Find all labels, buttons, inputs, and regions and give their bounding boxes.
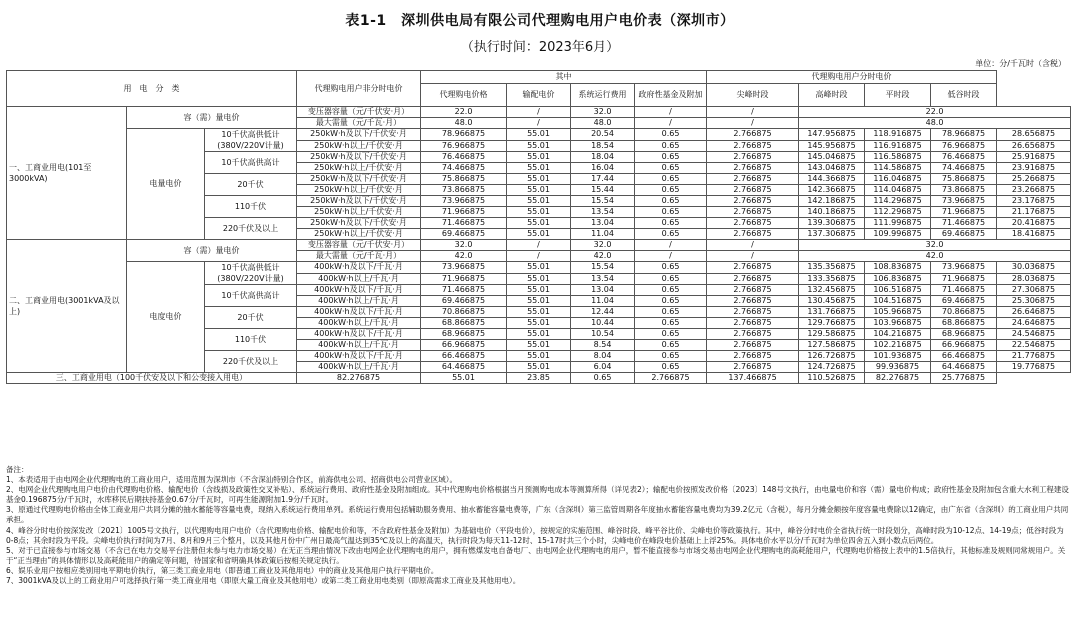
cell-total: 71.966875 xyxy=(421,207,507,218)
cell-total: 78.966875 xyxy=(421,129,507,141)
cell-trans: 15.54 xyxy=(571,196,635,207)
cell-purchase: 55.01 xyxy=(507,262,571,274)
cell-t1: 135.356875 xyxy=(799,262,865,274)
cell-total: 76.966875 xyxy=(421,140,507,152)
header-component: 系统运行费用 xyxy=(571,84,635,107)
cell-t2: 118.916875 xyxy=(865,129,931,141)
cell-sys: 0.65 xyxy=(635,163,707,174)
cell-t4: 24.546875 xyxy=(997,329,1071,340)
cell-sys: 0.65 xyxy=(635,307,707,318)
header-tou: 低谷时段 xyxy=(931,84,997,107)
cell-tou: 48.0 xyxy=(799,118,1071,129)
section-label: 一、工商业用电(101至3000kVA) xyxy=(7,107,127,240)
capacity-desc: 最大需量（元/千瓦·月） xyxy=(297,251,421,262)
cell-fund: 2.766875 xyxy=(707,174,799,185)
cell-tou: 22.0 xyxy=(799,107,1071,118)
cell-t4: 21.776875 xyxy=(997,351,1071,362)
cell-t2: 114.046875 xyxy=(865,185,931,196)
cell-t2: 114.296875 xyxy=(865,196,931,207)
cell-sys: 0.65 xyxy=(635,207,707,218)
cell-t3: 64.466875 xyxy=(931,362,997,373)
cell-t1: 124.726875 xyxy=(799,362,865,373)
header-tou: 平时段 xyxy=(865,84,931,107)
cell-fund: 2.766875 xyxy=(707,152,799,163)
cell-trans: 13.54 xyxy=(571,273,635,285)
cell-t2: 104.516875 xyxy=(865,296,931,307)
cell-t2: 111.996875 xyxy=(865,218,931,229)
header-component: 政府性基金及附加 xyxy=(635,84,707,107)
cell-total: 82.276875 xyxy=(297,373,421,384)
notes-heading: 备注： xyxy=(6,465,29,474)
cell-sys: 0.65 xyxy=(635,140,707,152)
header-row xyxy=(7,71,1071,84)
tier-desc: 400kW·h及以下/千瓦·月 xyxy=(297,262,421,274)
cell-fund: 2.766875 xyxy=(707,140,799,152)
tier-desc: 250kW·h以上/千伏安·月 xyxy=(297,185,421,196)
note-item: 6、娱乐业用户按相应类别用电平期电价执行，第三类工商业用电（即普通工商业及其他用电）中的商业及其他用户执行平期电价。 xyxy=(6,565,439,575)
cell-purchase: 55.01 xyxy=(507,129,571,141)
cell-total: 69.466875 xyxy=(421,229,507,240)
cell-purchase: 55.01 xyxy=(507,174,571,185)
cell-t3: 76.966875 xyxy=(931,140,997,152)
cell-t1: 137.306875 xyxy=(799,229,865,240)
header-tou: 尖峰时段 xyxy=(707,84,799,107)
cell-t4: 22.546875 xyxy=(997,340,1071,351)
cell-t1: 142.186875 xyxy=(799,196,865,207)
note-item: 7、3001kVA及以上的工商业用户可选择执行第一类工商业用电（即原大量工商业及其他用电）或第二类工商业用电类别（即原高需求工商业及其他用电）。 xyxy=(6,576,521,586)
header-group-tou: 代理购电用户分时电价 xyxy=(707,71,997,84)
cell-fund: / xyxy=(707,118,799,129)
cell-t2: 112.296875 xyxy=(865,207,931,218)
cell-purchase: 55.01 xyxy=(421,373,507,384)
cell-trans: 15.54 xyxy=(571,262,635,274)
voltage-level: 10千伏高供低计(380V/220V计量) xyxy=(205,262,297,285)
cell-t3: 66.466875 xyxy=(931,351,997,362)
cell-t4: 28.036875 xyxy=(997,273,1071,285)
cell-t2: 102.216875 xyxy=(865,340,931,351)
cell-purchase: / xyxy=(507,107,571,118)
cell-t3: 71.466875 xyxy=(931,285,997,296)
cell-trans: 42.0 xyxy=(571,251,635,262)
cell-t1: 133.356875 xyxy=(799,273,865,285)
cell-total: 64.466875 xyxy=(421,362,507,373)
cell-total: 69.466875 xyxy=(421,296,507,307)
cell-t1: 140.186875 xyxy=(799,207,865,218)
cell-total: 71.966875 xyxy=(421,273,507,285)
cell-trans: 12.44 xyxy=(571,307,635,318)
cell-fund: 2.766875 xyxy=(707,362,799,373)
cell-sys: 0.65 xyxy=(635,340,707,351)
document-subtitle: （执行时间：2023年6月） xyxy=(460,40,620,55)
cell-t1: 126.726875 xyxy=(799,351,865,362)
header-total: 代理购电用户非分时电价 xyxy=(297,71,421,107)
cell-trans: 18.54 xyxy=(571,140,635,152)
cell-t4: 30.036875 xyxy=(997,262,1071,274)
cell-purchase: 55.01 xyxy=(507,362,571,373)
cell-trans: 13.04 xyxy=(571,218,635,229)
cell-sys: 0.65 xyxy=(571,373,635,384)
cell-t2: 116.916875 xyxy=(865,140,931,152)
cell-t3: 70.866875 xyxy=(931,307,997,318)
cell-sys: 0.65 xyxy=(635,196,707,207)
cell-t4: 25.776875 xyxy=(931,373,997,384)
header-component: 输配电价 xyxy=(507,84,571,107)
voltage-level: 220千伏及以上 xyxy=(205,351,297,373)
cell-sys: 0.65 xyxy=(635,351,707,362)
cell-t1: 142.366875 xyxy=(799,185,865,196)
tier-desc: 250kW·h及以下/千伏安·月 xyxy=(297,218,421,229)
cell-trans: 8.04 xyxy=(571,351,635,362)
cell-sys: 0.65 xyxy=(635,285,707,296)
cell-fund: 2.766875 xyxy=(635,373,707,384)
note-item: 5、对于已直接参与市场交易（不含已在电力交易平台注册但未参与电力市场交易）在无正当理由情况下改由电网企业代理购电的用户，拥有燃煤发电自备电厂、由电网企业代理购电的用户，暂不能直接参与市场交易由电网企业代理购电的高耗能用户，代理购电价格按上表中的1.5倍执行，其他标准及规则同常规用户。关于“正当理由”的具体情形以及高耗能用户的确定等问题，待国家和省明确具体政策后按相关规定执行。 xyxy=(6,545,1066,565)
section-label: 三、工商业用电（100千伏安及以下和公变接入用电） xyxy=(7,373,297,384)
cell-total: 74.466875 xyxy=(421,163,507,174)
cell-fund: 2.766875 xyxy=(707,129,799,141)
cell-tou: 32.0 xyxy=(799,240,1071,251)
cell-sys: 0.65 xyxy=(635,262,707,274)
cell-trans: 8.54 xyxy=(571,340,635,351)
cell-trans: 16.04 xyxy=(571,163,635,174)
cell-t3: 71.466875 xyxy=(931,218,997,229)
cell-sys: 0.65 xyxy=(635,229,707,240)
voltage-level: 10千伏高供高计 xyxy=(205,152,297,174)
cell-t3: 69.466875 xyxy=(931,229,997,240)
tier-desc: 250kW·h及以下/千伏安·月 xyxy=(297,129,421,141)
tier-desc: 400kW·h及以下/千瓦·月 xyxy=(297,307,421,318)
cell-t4: 25.306875 xyxy=(997,296,1071,307)
cell-trans: 11.04 xyxy=(571,296,635,307)
cell-t1: 130.456875 xyxy=(799,296,865,307)
table-row xyxy=(7,262,1071,274)
capacity-desc: 变压器容量（元/千伏安·月） xyxy=(297,107,421,118)
tier-desc: 250kW·h以上/千伏安·月 xyxy=(297,140,421,152)
cell-t1: 145.956875 xyxy=(799,140,865,152)
cell-purchase: 55.01 xyxy=(507,307,571,318)
notes-section xyxy=(6,465,1070,586)
cell-t2: 101.936875 xyxy=(865,351,931,362)
cell-sys: 0.65 xyxy=(635,185,707,196)
cell-purchase: 55.01 xyxy=(507,318,571,329)
cell-fund: 2.766875 xyxy=(707,207,799,218)
cell-sys: 0.65 xyxy=(635,152,707,163)
cell-t4: 19.776875 xyxy=(997,362,1071,373)
cell-total: 68.866875 xyxy=(421,318,507,329)
cell-total: 76.466875 xyxy=(421,152,507,163)
cell-t2: 99.936875 xyxy=(865,362,931,373)
cell-t2: 108.836875 xyxy=(865,262,931,274)
header-component: 代理购电价格 xyxy=(421,84,507,107)
cell-total: 71.466875 xyxy=(421,285,507,296)
cell-t2: 105.966875 xyxy=(865,307,931,318)
capacity-desc: 最大需量（元/千瓦·月） xyxy=(297,118,421,129)
cell-purchase: 55.01 xyxy=(507,207,571,218)
cell-trans: 10.54 xyxy=(571,329,635,340)
cell-sys: 0.65 xyxy=(635,218,707,229)
tier-desc: 400kW·h以上/千瓦·月 xyxy=(297,318,421,329)
cell-purchase: 55.01 xyxy=(507,351,571,362)
cell-total: 66.466875 xyxy=(421,351,507,362)
cell-t2: 109.996875 xyxy=(865,229,931,240)
cell-sys: 0.65 xyxy=(635,296,707,307)
cell-fund: 2.766875 xyxy=(707,163,799,174)
cell-purchase: 55.01 xyxy=(507,273,571,285)
cell-fund: 2.766875 xyxy=(707,273,799,285)
cell-fund: 2.766875 xyxy=(707,196,799,207)
cell-trans: 13.54 xyxy=(571,207,635,218)
cell-trans: 10.44 xyxy=(571,318,635,329)
cell-purchase: 55.01 xyxy=(507,185,571,196)
cell-t3: 82.276875 xyxy=(865,373,931,384)
cell-trans: 20.54 xyxy=(571,129,635,141)
cell-t4: 28.656875 xyxy=(997,129,1071,141)
cell-total: 68.966875 xyxy=(421,329,507,340)
document-title: 表1-1 深圳供电局有限公司代理购电用户电价表（深圳市） xyxy=(345,13,735,29)
cell-purchase: 55.01 xyxy=(507,140,571,152)
cell-fund: 2.766875 xyxy=(707,318,799,329)
cell-trans: 32.0 xyxy=(571,240,635,251)
tier-desc: 250kW·h及以下/千伏安·月 xyxy=(297,196,421,207)
section-label: 二、工商业用电(3001kVA及以上) xyxy=(7,240,127,373)
cell-total: 73.966875 xyxy=(421,262,507,274)
cell-t1: 147.956875 xyxy=(799,129,865,141)
cell-trans: 11.04 xyxy=(571,229,635,240)
table-row xyxy=(7,373,1071,384)
cell-sys: / xyxy=(635,240,707,251)
tier-desc: 400kW·h及以下/千瓦·月 xyxy=(297,329,421,340)
cell-fund: / xyxy=(707,107,799,118)
cell-t3: 73.966875 xyxy=(931,196,997,207)
cell-t2: 106.516875 xyxy=(865,285,931,296)
cell-t3: 71.966875 xyxy=(931,207,997,218)
cell-t4: 23.266875 xyxy=(997,185,1071,196)
cell-fund: 2.766875 xyxy=(707,307,799,318)
cell-trans: 13.04 xyxy=(571,285,635,296)
tier-desc: 250kW·h及以下/千伏安·月 xyxy=(297,152,421,163)
cell-total: 66.966875 xyxy=(421,340,507,351)
cell-t1: 144.366875 xyxy=(799,174,865,185)
cell-fund: / xyxy=(707,251,799,262)
cell-fund: 2.766875 xyxy=(707,296,799,307)
tier-desc: 250kW·h以上/千伏安·月 xyxy=(297,207,421,218)
cell-trans: 23.85 xyxy=(507,373,571,384)
cell-fund: 2.766875 xyxy=(707,285,799,296)
cell-fund: 2.766875 xyxy=(707,262,799,274)
cell-total: 32.0 xyxy=(421,240,507,251)
tier-desc: 250kW·h以上/千伏安·月 xyxy=(297,229,421,240)
cell-fund: 2.766875 xyxy=(707,229,799,240)
cell-t1: 139.306875 xyxy=(799,218,865,229)
voltage-level: 20千伏 xyxy=(205,307,297,329)
cell-t2: 104.216875 xyxy=(865,329,931,340)
capacity-label: 容（需）量电价 xyxy=(127,107,297,129)
cell-t4: 25.266875 xyxy=(997,174,1071,185)
cell-sys: 0.65 xyxy=(635,362,707,373)
cell-t3: 75.866875 xyxy=(931,174,997,185)
cell-t1: 132.456875 xyxy=(799,285,865,296)
voltage-level: 110千伏 xyxy=(205,196,297,218)
note-item: 2、电网企业代理购电用户电价由代理购电价格、输配电价（含线损及政策性交叉补贴）、系统运行费用、政府性基金及附加组成。其中代理购电价格根据当月预测购电成本等测算所得（详见表2）；输配电价按照发改价格〔2023〕148号文执行，由电量电价和容（需）量电价构成；政府性基金及附加包含重大水利工程建设基金0.196875分/千瓦时，水库移民后期扶持基金0.67分/千瓦时，可再生能源附加1.9分/千瓦时。 xyxy=(6,485,1069,505)
cell-t4: 26.646875 xyxy=(997,307,1071,318)
cell-purchase: / xyxy=(507,118,571,129)
cell-t2: 116.046875 xyxy=(865,174,931,185)
cell-t1: 143.046875 xyxy=(799,163,865,174)
cell-purchase: 55.01 xyxy=(507,196,571,207)
cell-t1: 137.466875 xyxy=(707,373,799,384)
tier-desc: 400kW·h以上/千瓦·月 xyxy=(297,296,421,307)
cell-purchase: 55.01 xyxy=(507,218,571,229)
cell-sys: / xyxy=(635,107,707,118)
cell-sys: 0.65 xyxy=(635,273,707,285)
tier-desc: 400kW·h以上/千瓦·月 xyxy=(297,340,421,351)
cell-t3: 73.966875 xyxy=(931,262,997,274)
cell-total: 73.966875 xyxy=(421,196,507,207)
cell-t3: 68.966875 xyxy=(931,329,997,340)
cell-t3: 69.466875 xyxy=(931,296,997,307)
cell-t4: 20.416875 xyxy=(997,218,1071,229)
cell-t3: 78.966875 xyxy=(931,129,997,141)
voltage-level: 10千伏高供低计(380V/220V计量) xyxy=(205,129,297,152)
cell-total: 70.866875 xyxy=(421,307,507,318)
cell-fund: 2.766875 xyxy=(707,340,799,351)
cell-total: 73.866875 xyxy=(421,185,507,196)
cell-t4: 27.306875 xyxy=(997,285,1071,296)
cell-total: 22.0 xyxy=(421,107,507,118)
cell-purchase: 55.01 xyxy=(507,340,571,351)
cell-trans: 6.04 xyxy=(571,362,635,373)
cell-fund: 2.766875 xyxy=(707,351,799,362)
cell-t3: 73.866875 xyxy=(931,185,997,196)
cell-purchase: 55.01 xyxy=(507,329,571,340)
cell-t4: 25.916875 xyxy=(997,152,1071,163)
energy-label: 电度电价 xyxy=(127,262,205,373)
table-row xyxy=(7,240,1071,251)
cell-t1: 127.586875 xyxy=(799,340,865,351)
cell-sys: 0.65 xyxy=(635,329,707,340)
cell-fund: 2.766875 xyxy=(707,185,799,196)
cell-t4: 23.176875 xyxy=(997,196,1071,207)
cell-t2: 110.526875 xyxy=(799,373,865,384)
tier-desc: 250kW·h以上/千伏安·月 xyxy=(297,163,421,174)
cell-trans: 15.44 xyxy=(571,185,635,196)
cell-trans: 48.0 xyxy=(571,118,635,129)
tier-desc: 400kW·h及以下/千瓦·月 xyxy=(297,351,421,362)
cell-fund: 2.766875 xyxy=(707,218,799,229)
voltage-level: 10千伏高供高计 xyxy=(205,285,297,307)
capacity-label: 容（需）量电价 xyxy=(127,240,297,262)
cell-t3: 71.966875 xyxy=(931,273,997,285)
cell-t2: 106.836875 xyxy=(865,273,931,285)
cell-fund: 2.766875 xyxy=(707,329,799,340)
cell-total: 71.466875 xyxy=(421,218,507,229)
cell-purchase: 55.01 xyxy=(507,285,571,296)
table-row xyxy=(7,107,1071,118)
header-tou: 高峰时段 xyxy=(799,84,865,107)
cell-t4: 21.176875 xyxy=(997,207,1071,218)
cell-purchase: 55.01 xyxy=(507,152,571,163)
cell-tou: 42.0 xyxy=(799,251,1071,262)
tier-desc: 400kW·h及以下/千瓦·月 xyxy=(297,285,421,296)
cell-t4: 24.646875 xyxy=(997,318,1071,329)
tier-desc: 400kW·h以上/千瓦·月 xyxy=(297,273,421,285)
cell-purchase: / xyxy=(507,251,571,262)
cell-t2: 116.586875 xyxy=(865,152,931,163)
tier-desc: 400kW·h以上/千瓦·月 xyxy=(297,362,421,373)
cell-t1: 129.766875 xyxy=(799,318,865,329)
cell-trans: 18.04 xyxy=(571,152,635,163)
cell-total: 42.0 xyxy=(421,251,507,262)
cell-t3: 66.966875 xyxy=(931,340,997,351)
voltage-level: 110千伏 xyxy=(205,329,297,351)
voltage-level: 20千伏 xyxy=(205,174,297,196)
voltage-level: 220千伏及以上 xyxy=(205,218,297,240)
cell-t2: 114.586875 xyxy=(865,163,931,174)
cell-fund: / xyxy=(707,240,799,251)
cell-sys: 0.65 xyxy=(635,129,707,141)
cell-trans: 17.44 xyxy=(571,174,635,185)
table-row xyxy=(7,129,1071,141)
cell-t1: 145.046875 xyxy=(799,152,865,163)
cell-t4: 18.416875 xyxy=(997,229,1071,240)
cell-purchase: 55.01 xyxy=(507,163,571,174)
cell-sys: 0.65 xyxy=(635,174,707,185)
cell-purchase: 55.01 xyxy=(507,229,571,240)
tier-desc: 250kW·h及以下/千伏安·月 xyxy=(297,174,421,185)
cell-total: 75.866875 xyxy=(421,174,507,185)
cell-sys: 0.65 xyxy=(635,318,707,329)
note-item: 1、本表适用于由电网企业代理购电的工商业用户，适用范围为深圳市（不含深汕特别合作区，前海供电公司、招商供电公司营业区域）。 xyxy=(6,475,458,485)
header-category: 用 电 分 类 xyxy=(7,71,297,107)
tariff-table xyxy=(6,70,1071,384)
capacity-desc: 变压器容量（元/千伏安·月） xyxy=(297,240,421,251)
cell-purchase: 55.01 xyxy=(507,296,571,307)
cell-t3: 68.866875 xyxy=(931,318,997,329)
energy-label: 电量电价 xyxy=(127,129,205,240)
cell-t3: 76.466875 xyxy=(931,152,997,163)
cell-purchase: / xyxy=(507,240,571,251)
note-item: 3、原通过代理购电价格由全体工商业用户共同分摊的抽水蓄能等容量电费，现纳入系统运行费用单列。系统运行费用包括辅助服务费用、抽水蓄能容量电费等，广东（含深圳）第三监管周期各年度抽水蓄能容量电费均为39.2亿元（含税），每月分摊金额按年度容量电费除以12确定，由广东省（含深圳）的工商业用户共同承担。 xyxy=(6,505,1069,525)
cell-total: 48.0 xyxy=(421,118,507,129)
cell-sys: / xyxy=(635,118,707,129)
note-item: 4、峰谷分时电价按深发改〔2021〕1005号文执行，以代理购电用户电价（含代理购电价格、输配电价和等，不含政府性基金及附加）为基础电价（平段电价），按规定的实施范围、峰谷时段、峰平谷比价、尖峰电价等政策执行。其中，峰谷分时电价全省执行统一时段划分，高峰时段为10-12点、14-19点；低谷时段为0-8点；其余时段为平段。尖峰电价执行时间为7月、8月和9月三个整月，以及其他月份中广州日最高气温达到35℃及以上的高温天，执行时段为每天11-12时、15-17时共三个小时，尖峰电价在峰段电价基础上上浮25%。具体电价水平以分/千瓦时为单位四舍五入到小数点后两位。 xyxy=(6,525,1064,545)
cell-t4: 26.656875 xyxy=(997,140,1071,152)
cell-t1: 131.766875 xyxy=(799,307,865,318)
header-group-components: 其中 xyxy=(421,71,707,84)
cell-t1: 129.586875 xyxy=(799,329,865,340)
cell-t2: 103.966875 xyxy=(865,318,931,329)
cell-t3: 74.466875 xyxy=(931,163,997,174)
unit-note: 单位：分/千瓦时（含税） xyxy=(975,59,1066,68)
cell-sys: / xyxy=(635,251,707,262)
cell-trans: 32.0 xyxy=(571,107,635,118)
cell-t4: 23.916875 xyxy=(997,163,1071,174)
